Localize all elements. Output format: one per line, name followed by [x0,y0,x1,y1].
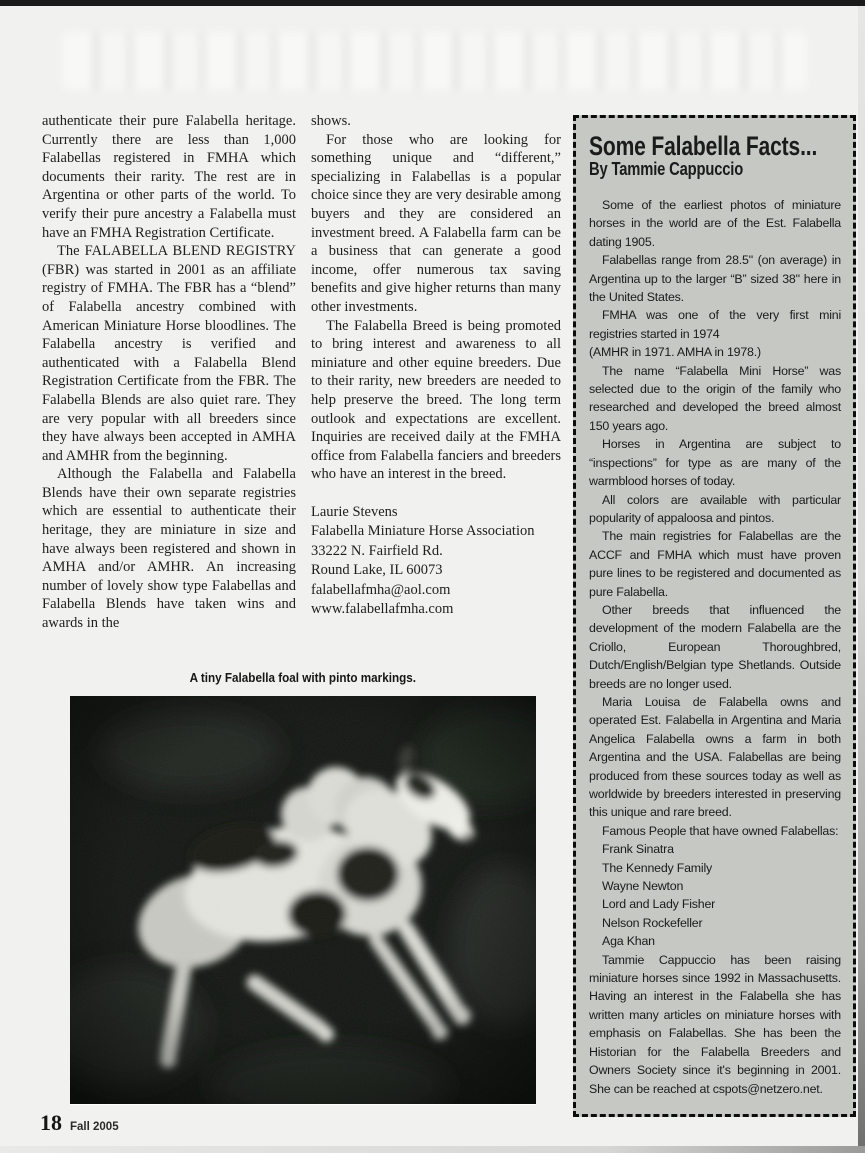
sidebar-paragraph: Maria Louisa de Falabella owns and operated Est. Falabella in Argentina and Maria Angelica Falabella owns a farm in both Argentina and the USA. Falabellas are being produced from these sources today as well as worldwide by breeders interested in preserving this unique and rare breed. [589,694,841,820]
sidebar-paragraph: The main registries for Falabellas are the ACCF and FMHA which must have proven pure lines to be registered and documented as pure Falabella. [589,529,841,599]
sidebar-paragraph: Horses in Argentina are subject to “inspections” for type as are many of the warmblood horses of today. [589,437,841,489]
page-bottom-edge [0,1146,865,1153]
page-footer [40,1110,119,1136]
contact-block [311,503,561,620]
sidebar-body [589,196,841,1098]
sidebar-paragraph: (AMHR in 1971. AMHA in 1978.) [589,345,761,360]
page-top-edge [0,0,865,6]
article-column-2 [311,112,561,620]
foal-photo [70,696,536,1104]
article-paragraph: The FALABELLA BLEND REGISTRY (FBR) was started in 2001 as an affiliate registry of FMHA. The FBR has a “blend” of Falabella ancestry combined with American Miniature Horse bloodlines. The Falabella ancestry is verified and authenticated with a Falabella Blend Registration Certificate from the FBR. The Falabella Blends are also quiet rare. They are very popular with all breeders since they have always been accepted in AMHA and AMHR from the beginning. [42,243,296,464]
sidebar-paragraph: FMHA was one of the very first mini registries started in 1974 [589,308,841,341]
famous-person-item: Lord and Lady Fisher [602,897,716,912]
page-number: 18 [40,1110,62,1135]
article-paragraph: For those who are looking for something unique and “different,” specializing in Falabellas is a popular choice since they are very desirable among buyers and they are considered an investment breed. A Falabella farm can be a business that can generate a good income, offer numerous tax saving benefits and give higher returns than many other investments. [311,131,561,315]
sidebar-closing-paragraph: Tammie Cappuccio has been raising miniature horses since 1992 in Massachusetts. Having an interest in the Falabella she has written many articles on miniature horses with emphasis on Falabellas. She has been the Historian for the Falabella Breeders and Owners Society since it's beginning in 2001. She can be reached at cspots@netzero.net. [589,952,841,1096]
famous-people-list [589,840,841,950]
contact-street: 33222 N. Fairfield Rd. [311,542,443,559]
sidebar-paragraph: Falabellas range from 28.5" (on average) in Argentina up to the larger “B” sized 38" here in the United States. [589,253,841,305]
contact-city: Round Lake, IL 60073 [311,562,443,579]
famous-people-heading: Famous People that have owned Falabellas: [602,823,839,838]
page-right-edge [858,6,865,1153]
article-paragraph: shows. [311,113,351,129]
issue-label: Fall 2005 [70,1121,119,1133]
article-paragraph: authenticate their pure Falabella heritage. Currently there are less than 1,000 Falabellas registered in FMHA which documents their rarity. The rest are in Argentina or other parts of the world. To verify their pure ancestry a Falabella must have an FMHA Registration Certificate. [42,113,296,241]
sidebar-byline: By Tammie Cappuccio [589,159,744,179]
famous-person-item: Frank Sinatra [602,842,674,857]
famous-person-item: Wayne Newton [602,879,684,894]
photo-caption-text: A tiny Falabella foal with pinto markings. [189,670,417,685]
famous-person-item: Nelson Rockefeller [602,915,703,930]
sidebar-title: Some Falabella Facts... [589,131,818,161]
contact-organization: Falabella Miniature Horse Association [311,523,535,540]
famous-person-item: The Kennedy Family [602,860,713,875]
article-column-1 [42,112,296,633]
facts-sidebar [573,115,856,1117]
contact-website: www.falabellafmha.com [311,601,454,618]
sidebar-paragraph: The name “Falabella Mini Horse” was selected due to the origin of the family who researched and developed the breed almost 150 years ago. [589,363,841,433]
photo-caption [70,670,536,685]
article-paragraph: The Falabella Breed is being promoted to bring interest and awareness to all miniature and other equine breeders. Due to their rarity, new breeders are needed to help preserve the breed. The long term outlook and expectations are excellent. Inquiries are received daily at the FMHA office from Falabella fanciers and breeders who have an interest in the breed. [311,317,561,483]
sidebar-paragraph: Some of the earliest photos of miniature horses in the world are of the Est. Falabella dating 1905. [589,198,841,249]
ghost-headline [62,32,807,90]
sidebar-paragraph: Other breeds that influenced the development of the modern Falabella are the Criollo, European Thoroughbred, Dutch/English/Belgian type Shetlands. Outside breeds are no longer used. [589,602,841,691]
contact-email: falabellafmha@aol.com [311,581,451,598]
famous-person-item: Aga Khan [602,934,655,949]
sidebar-paragraph: All colors are available with particular popularity of appaloosa and pintos. [589,492,841,525]
article-paragraph: Although the Falabella and Falabella Blends have their own separate registries which are essential to authenticate their heritage, they are miniature in size and have always been registered and shown in AMHA and/or AMHR. An increasing number of lovely show type Falabellas and Falabella Blends have taken wins and awards in the [42,466,296,632]
foal-photo-illustration [70,696,536,1104]
contact-name: Laurie Stevens [311,503,398,520]
